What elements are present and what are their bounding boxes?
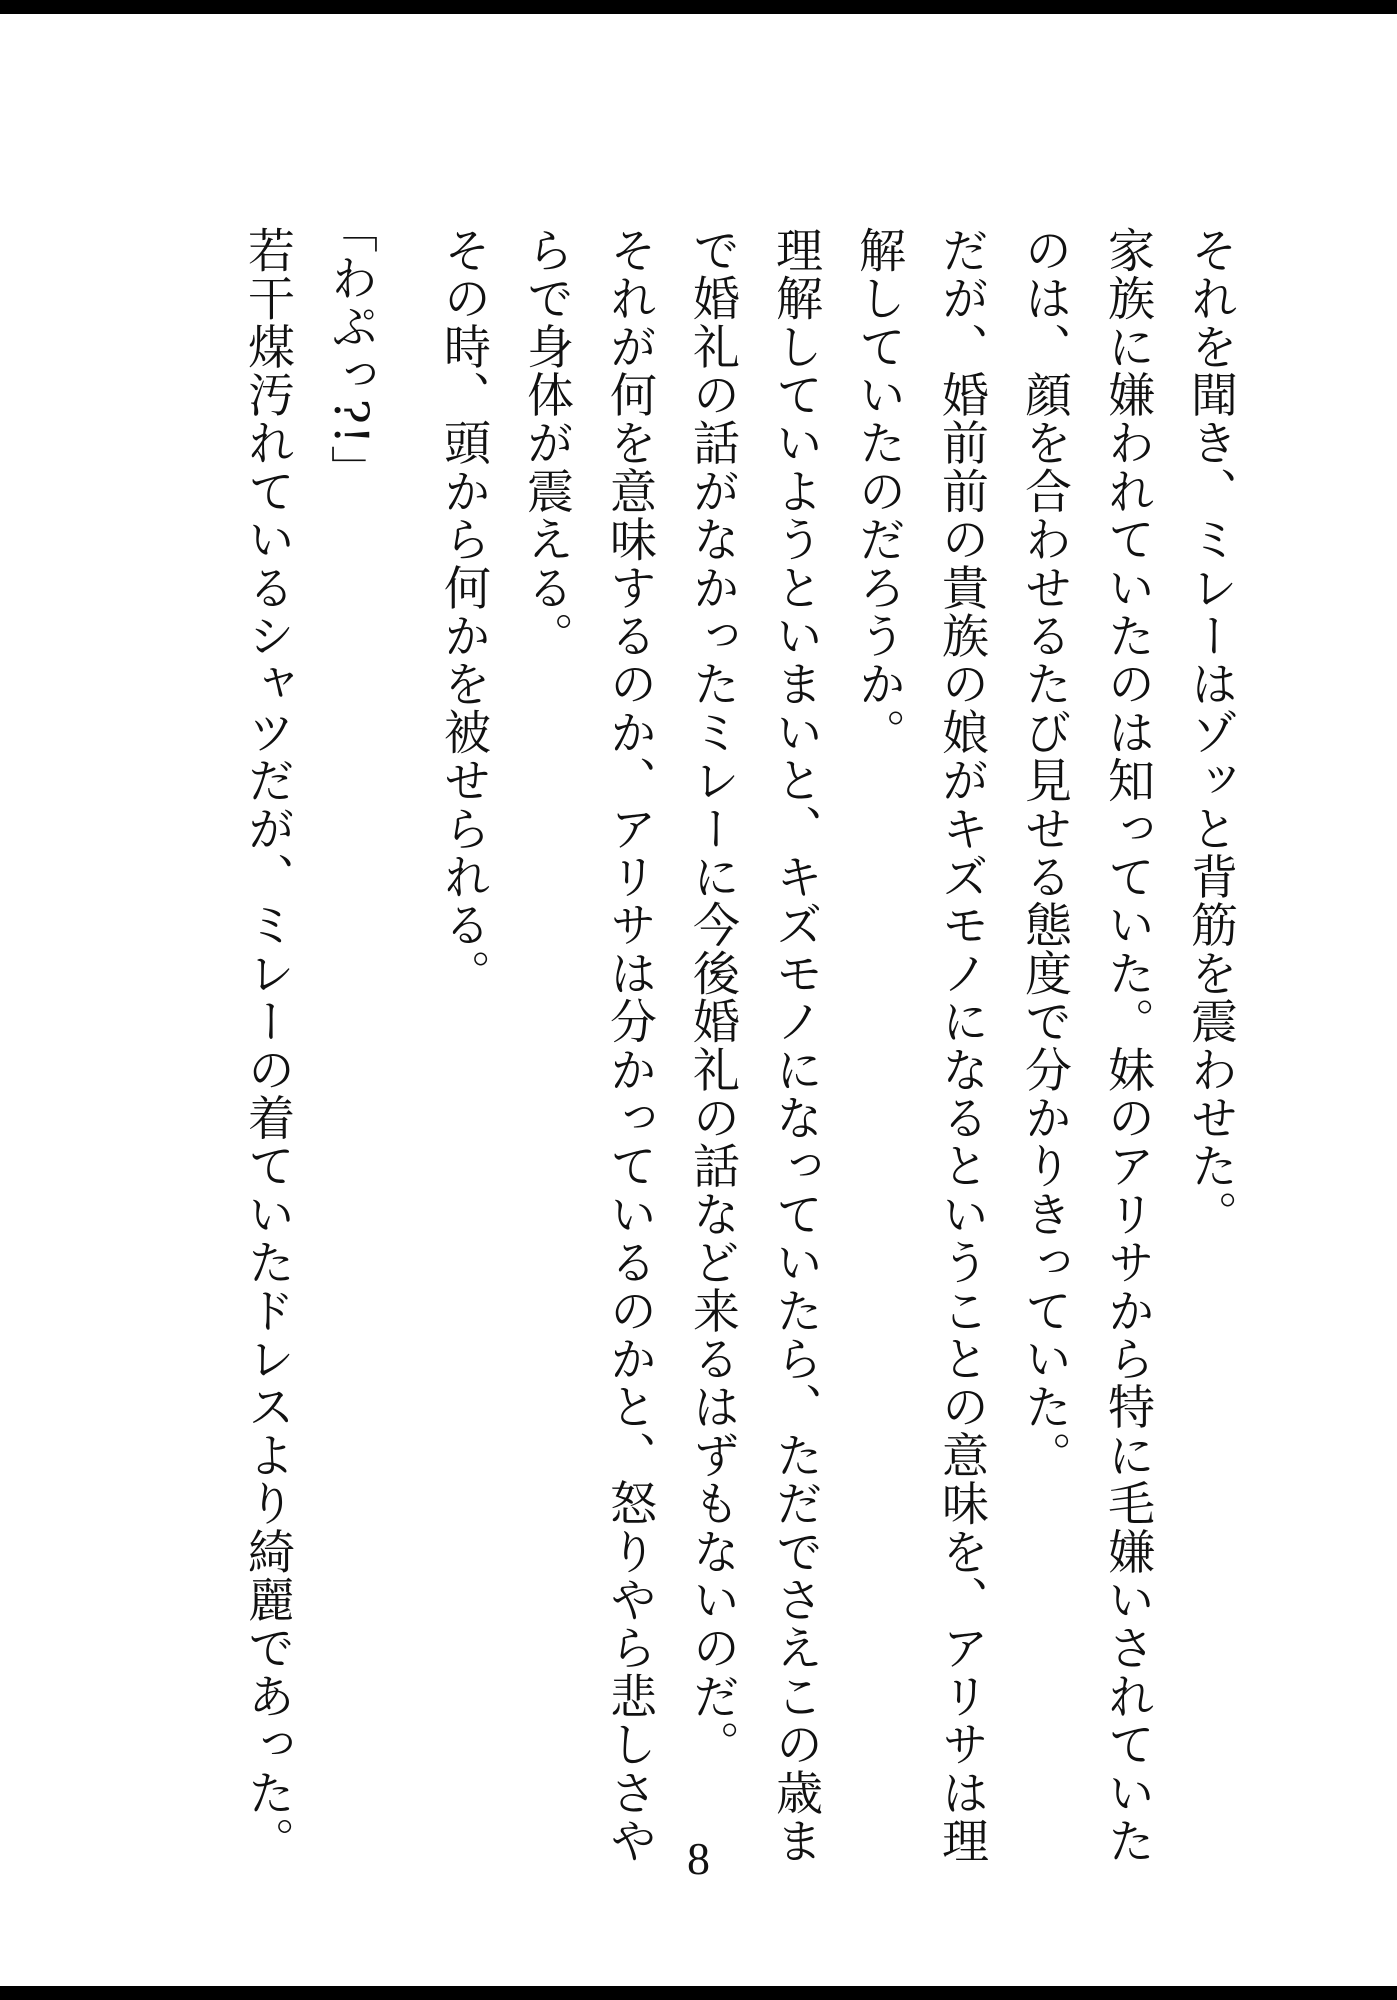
text-line: それが何を意味するのか、アリサは分かっているのかと、怒りやら悲しさや [602, 226, 657, 1865]
text-line: その時、頭から何かを被せられる。 [436, 226, 491, 998]
text-line: 家族に嫌われていたのは知っていた。妹のアリサから特に毛嫌いされていた [1100, 226, 1155, 1865]
text-line: それを聞き、ミレーはゾッと背筋を震わせた。 [1183, 226, 1238, 1239]
text-line: 理解していようといまいと、キズモノになっていたら、ただでさえこの歳ま [768, 226, 823, 1865]
text-line: だが、婚前前の貴族の娘がキズモノになるということの意味を、アリサは理 [934, 226, 989, 1865]
dialogue-line: 「わぷっ?!」 [323, 206, 378, 494]
text-line: 解していたのだろうか。 [851, 226, 906, 757]
text-line: のは、顔を合わせるたび見せる態度で分かりきっていた。 [1017, 226, 1072, 1480]
text-line: で婚礼の話がなかったミレーに今後婚礼の話など来るはずもないのだ。 [685, 226, 740, 1769]
bottom-border [0, 1986, 1397, 2000]
text-line: らで身体が震える。 [519, 226, 574, 660]
top-border [0, 0, 1397, 14]
text-line: 若干煤汚れているシャツだが、ミレーの着ていたドレスより綺麗であった。 [240, 226, 295, 1865]
page-number: 8 [687, 1833, 710, 1884]
